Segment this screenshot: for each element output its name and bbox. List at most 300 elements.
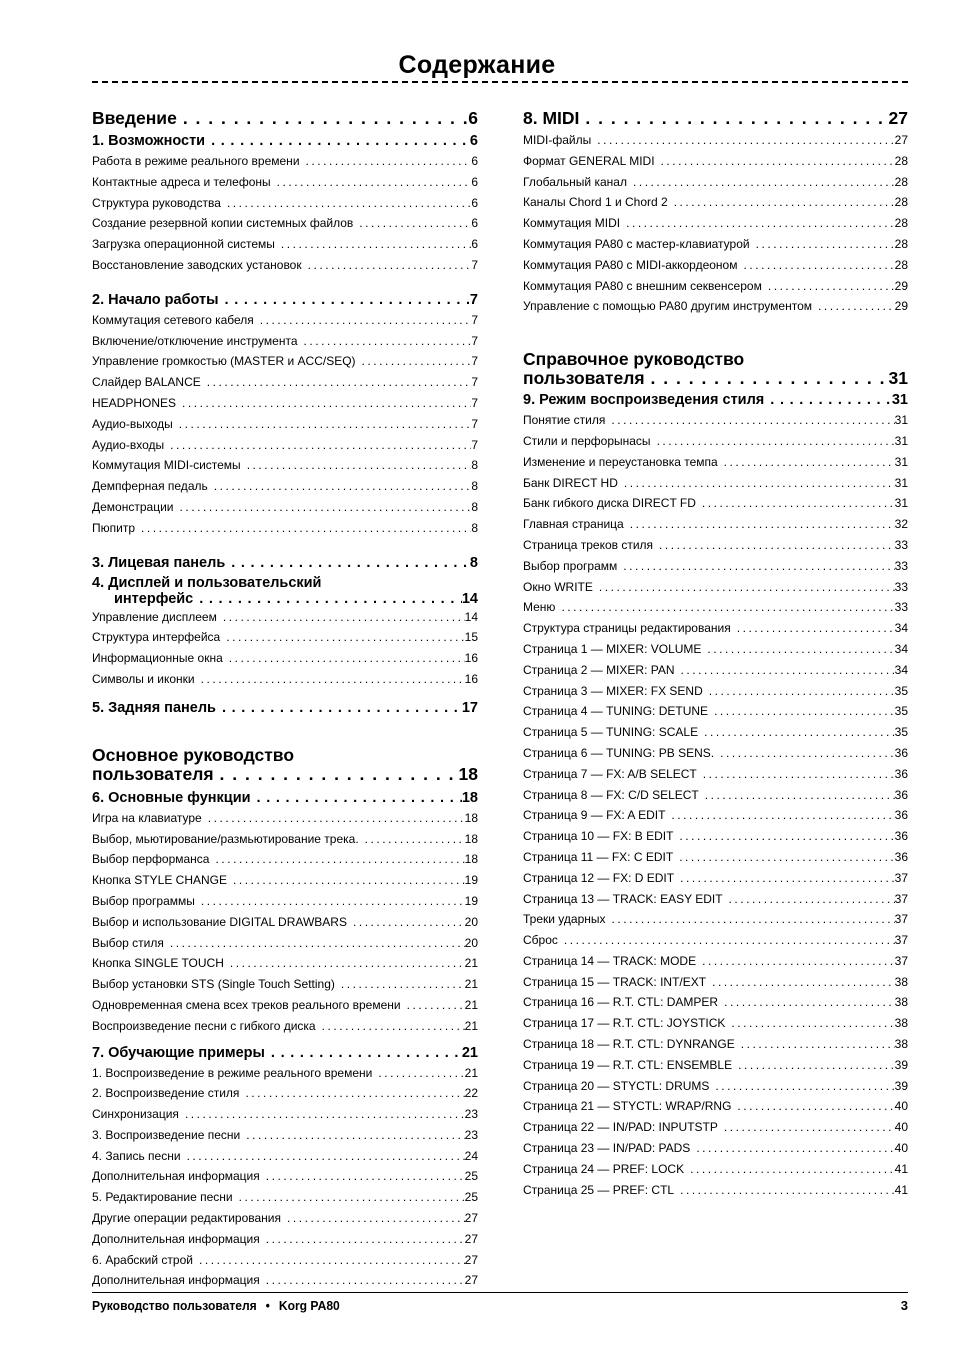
page-title: Содержание xyxy=(398,51,556,79)
toc-label: Синхронизация xyxy=(92,1107,179,1122)
leader-dots xyxy=(564,930,895,950)
toc-label: Страница 25 — PREF: CTL xyxy=(523,1182,675,1197)
toc-page: 25 xyxy=(464,1190,478,1205)
toc-entry[interactable] xyxy=(523,826,908,847)
toc-page: 7 xyxy=(471,333,478,348)
toc-entry[interactable] xyxy=(523,151,908,172)
toc-page: 23 xyxy=(464,1127,478,1142)
toc-entry[interactable] xyxy=(92,912,478,933)
leader-dots xyxy=(690,1159,895,1179)
toc-entry[interactable] xyxy=(523,213,908,234)
toc-list-ch2 xyxy=(92,310,478,539)
footer-manual: Руководство пользователя xyxy=(92,1298,257,1313)
toc-entry[interactable] xyxy=(523,192,908,213)
leader-dots xyxy=(731,1013,894,1033)
leader-dots xyxy=(661,151,895,171)
toc-page: 31 xyxy=(894,433,908,448)
toc-entry[interactable] xyxy=(523,785,908,806)
toc-label: Страница 12 — FX: D EDIT xyxy=(523,870,675,885)
toc-page: 31 xyxy=(894,413,908,428)
toc-page: 35 xyxy=(894,725,908,740)
leader-dots xyxy=(230,953,465,973)
toc-entry[interactable] xyxy=(523,1159,908,1180)
toc-page: 22 xyxy=(464,1086,478,1101)
toc-entry[interactable] xyxy=(92,648,478,669)
toc-page: 18 xyxy=(464,810,478,825)
toc-label: Кнопка STYLE CHANGE xyxy=(92,873,227,888)
toc-page: 31 xyxy=(894,475,908,490)
toc-entry[interactable] xyxy=(92,1250,478,1271)
toc-page: 21 xyxy=(461,1044,478,1061)
toc-entry[interactable] xyxy=(92,669,478,690)
toc-label: Выбор, мьютирование/размьютирование трека. xyxy=(92,831,359,846)
toc-label: Банк гибкого диска DIRECT FD xyxy=(523,496,696,511)
toc-part-basic-line1[interactable]: Основное руководство xyxy=(92,744,295,765)
toc-entry[interactable] xyxy=(92,829,478,850)
leader-dots xyxy=(724,452,895,472)
leader-dots xyxy=(199,1250,465,1270)
toc-entry[interactable] xyxy=(523,255,908,276)
leader-dots xyxy=(741,1034,895,1054)
toc-entry[interactable] xyxy=(523,431,908,452)
leader-dots xyxy=(659,535,895,555)
leader-dots xyxy=(199,591,462,607)
toc-label: Демонстрации xyxy=(92,499,174,514)
leader-dots xyxy=(705,785,895,805)
toc-page: 7 xyxy=(471,375,478,390)
toc-label: Меню xyxy=(523,600,556,615)
toc-page: 6 xyxy=(471,174,478,189)
toc-entry[interactable] xyxy=(523,701,908,722)
toc-entry[interactable] xyxy=(523,130,908,151)
toc-page: 28 xyxy=(894,236,908,251)
leader-dots xyxy=(657,431,895,451)
toc-entry[interactable] xyxy=(92,1083,478,1104)
toc-label: Коммутация PA80 с MIDI-аккордеоном xyxy=(523,257,738,272)
toc-entry[interactable] xyxy=(523,972,908,993)
footer-manual-title xyxy=(92,1297,340,1315)
toc-entry[interactable] xyxy=(92,234,478,255)
toc-page: 28 xyxy=(894,153,908,168)
toc-entry[interactable] xyxy=(92,310,478,331)
leader-dots xyxy=(214,476,472,496)
toc-page: 14 xyxy=(461,590,478,607)
leader-dots xyxy=(378,1063,464,1083)
toc-page: 6 xyxy=(471,237,478,252)
toc-entry[interactable] xyxy=(92,193,478,214)
toc-label: Страница 21 — STYCTL: WRAP/RNG xyxy=(523,1099,732,1114)
toc-entry[interactable] xyxy=(523,535,908,556)
toc-entry[interactable] xyxy=(92,1208,478,1229)
leader-dots xyxy=(287,1208,465,1228)
page-number: 3 xyxy=(900,1298,908,1313)
toc-page: 39 xyxy=(894,1078,908,1093)
toc-page: 28 xyxy=(894,216,908,231)
leader-dots xyxy=(211,130,470,151)
toc-label: Страница треков стиля xyxy=(523,537,654,552)
toc-entry[interactable] xyxy=(92,518,478,539)
toc-label: Страница 15 — TRACK: INT/EXT xyxy=(523,974,707,989)
toc-page: 21 xyxy=(464,956,478,971)
toc-page: 38 xyxy=(894,1016,908,1031)
toc-page: 19 xyxy=(464,893,478,908)
toc-entry[interactable] xyxy=(92,1063,478,1084)
toc-list-midi xyxy=(523,130,908,317)
leader-dots xyxy=(201,891,465,911)
leader-dots xyxy=(341,974,465,994)
toc-entry[interactable] xyxy=(92,849,478,870)
toc-page: 37 xyxy=(894,953,908,968)
toc-entry[interactable] xyxy=(523,556,908,577)
toc-label: Страница 22 — IN/PAD: INPUTSTP xyxy=(523,1120,718,1135)
leader-dots xyxy=(680,1180,895,1200)
toc-part-reference-line1[interactable]: Справочное руководство xyxy=(523,349,745,370)
toc-page: 38 xyxy=(894,974,908,989)
leader-dots xyxy=(818,296,895,316)
toc-label: интерфейс xyxy=(114,590,194,607)
toc-entry[interactable] xyxy=(92,497,478,518)
toc-label: 3. Лицевая панель xyxy=(92,554,226,571)
leader-dots xyxy=(281,234,471,254)
toc-label: 1. Возможности xyxy=(92,133,206,149)
toc-label: Формат GENERAL MIDI xyxy=(523,153,655,168)
leader-dots xyxy=(225,289,470,310)
toc-page: 37 xyxy=(894,933,908,948)
toc-page: 6 xyxy=(469,133,478,149)
toc-entry[interactable] xyxy=(523,889,908,910)
toc-page: 21 xyxy=(464,997,478,1012)
toc-page: 6 xyxy=(471,195,478,210)
toc-entry[interactable] xyxy=(92,891,478,912)
toc-label: Информационные окна xyxy=(92,651,223,666)
leader-dots xyxy=(681,660,895,680)
toc-page: 38 xyxy=(894,1037,908,1052)
toc-label: 1. Воспроизведение в режиме реального времени xyxy=(92,1065,373,1080)
toc-label: Выбор стиля xyxy=(92,935,164,950)
toc-page: 29 xyxy=(894,278,908,293)
toc-entry[interactable] xyxy=(92,1146,478,1167)
leader-dots xyxy=(623,556,894,576)
toc-entry[interactable] xyxy=(92,255,478,276)
toc-entry[interactable] xyxy=(523,805,908,826)
leader-dots xyxy=(257,787,462,808)
toc-chapter-5[interactable] xyxy=(92,697,478,718)
toc-entry[interactable] xyxy=(523,909,908,930)
toc-label: Страница 23 — IN/PAD: PADS xyxy=(523,1141,691,1156)
title-divider xyxy=(92,81,908,83)
toc-entry[interactable] xyxy=(92,1166,478,1187)
toc-page: 24 xyxy=(464,1148,478,1163)
leader-dots xyxy=(208,808,465,828)
leader-dots xyxy=(233,870,465,890)
toc-label: Одновременная смена всех треков реального времени xyxy=(92,997,401,1012)
toc-entry[interactable] xyxy=(523,493,908,514)
toc-label: 7. Обучающие примеры xyxy=(92,1044,265,1061)
toc-label: Страница 7 — FX: A/B SELECT xyxy=(523,766,697,781)
toc-entry[interactable] xyxy=(523,930,908,951)
toc-entry[interactable] xyxy=(92,995,478,1016)
toc-entry[interactable] xyxy=(523,1034,908,1055)
toc-left-column xyxy=(92,104,478,1291)
toc-page: 7 xyxy=(471,416,478,431)
toc-entry[interactable] xyxy=(92,953,478,974)
leader-dots xyxy=(304,331,472,351)
toc-page: 33 xyxy=(894,558,908,573)
toc-entry[interactable] xyxy=(523,1076,908,1097)
toc-entry[interactable] xyxy=(92,213,478,234)
toc-label: Пюпитр xyxy=(92,520,135,535)
toc-list-ch7 xyxy=(92,1063,478,1292)
toc-page: 20 xyxy=(464,914,478,929)
toc-label: Включение/отключение инструмента xyxy=(92,333,298,348)
toc-part-intro[interactable] xyxy=(92,106,478,130)
toc-entry[interactable] xyxy=(523,452,908,473)
toc-entry[interactable] xyxy=(523,172,908,193)
toc-entry[interactable] xyxy=(523,660,908,681)
toc-label: Страница 20 — STYCTL: DRUMS xyxy=(523,1078,710,1093)
toc-entry[interactable] xyxy=(523,276,908,297)
toc-chapter-7[interactable] xyxy=(92,1042,478,1063)
toc-entry[interactable] xyxy=(92,627,478,648)
toc-page: 28 xyxy=(894,174,908,189)
leader-dots xyxy=(308,255,472,275)
leader-dots xyxy=(407,995,465,1015)
toc-entry[interactable] xyxy=(523,577,908,598)
leader-dots xyxy=(674,192,895,212)
leader-dots xyxy=(703,764,895,784)
toc-list-ch4 xyxy=(92,607,478,690)
toc-page: 35 xyxy=(894,683,908,698)
toc-label: Стили и перфорынасы xyxy=(523,433,651,448)
leader-dots xyxy=(714,701,895,721)
leader-dots xyxy=(729,889,895,909)
leader-dots xyxy=(306,151,472,171)
toc-page: 8 xyxy=(471,520,478,535)
toc-label: Выбор установки STS (Single Touch Setting) xyxy=(92,977,335,992)
toc-label: Управление с помощью PA80 другим инструментом xyxy=(523,299,813,314)
toc-entry[interactable] xyxy=(92,974,478,995)
toc-page: 18 xyxy=(464,852,478,867)
toc-entry[interactable] xyxy=(92,331,478,352)
toc-label: Страница 14 — TRACK: MODE xyxy=(523,953,697,968)
toc-page: 25 xyxy=(464,1169,478,1184)
toc-page: 19 xyxy=(464,873,478,888)
toc-entry[interactable] xyxy=(523,951,908,972)
toc-page: 18 xyxy=(461,789,478,806)
toc-entry[interactable] xyxy=(523,847,908,868)
toc-chapter-4-line1[interactable]: 4. Дисплей и пользовательский xyxy=(92,574,322,591)
toc-chapter-8-midi[interactable] xyxy=(523,106,908,130)
toc-label: Работа в режиме реального времени xyxy=(92,154,300,168)
toc-entry[interactable] xyxy=(523,1138,908,1159)
toc-entry[interactable] xyxy=(523,1055,908,1076)
toc-page: 27 xyxy=(464,1252,478,1267)
toc-label: Страница 11 — FX: C EDIT xyxy=(523,849,674,864)
toc-page: 37 xyxy=(894,912,908,927)
toc-entry[interactable] xyxy=(92,476,478,497)
leader-dots xyxy=(768,276,895,296)
toc-entry[interactable] xyxy=(523,764,908,785)
toc-label: Страница 10 — FX: B EDIT xyxy=(523,829,674,844)
toc-entry[interactable] xyxy=(92,1104,478,1125)
leader-dots xyxy=(260,310,472,330)
toc-entry[interactable] xyxy=(523,473,908,494)
toc-page: 21 xyxy=(464,1065,478,1080)
leader-dots xyxy=(170,933,465,953)
toc-entry[interactable] xyxy=(92,414,478,435)
toc-entry[interactable] xyxy=(523,410,908,431)
toc-entry[interactable] xyxy=(523,1117,908,1138)
spacer xyxy=(523,317,908,350)
leader-dots xyxy=(626,213,895,233)
leader-dots xyxy=(226,627,464,647)
toc-page: 27 xyxy=(464,1211,478,1226)
toc-page: 20 xyxy=(464,935,478,950)
toc-entry[interactable] xyxy=(523,681,908,702)
toc-chapter-1[interactable] xyxy=(92,130,478,151)
toc-entry[interactable] xyxy=(523,597,908,618)
toc-label: 5. Задняя панель xyxy=(92,699,216,716)
leader-dots xyxy=(624,473,895,493)
spacer xyxy=(92,539,478,549)
toc-entry[interactable] xyxy=(92,1187,478,1208)
leader-dots xyxy=(630,514,895,534)
toc-chapter-4[interactable] xyxy=(92,591,478,607)
toc-entry[interactable] xyxy=(92,870,478,891)
toc-page: 7 xyxy=(471,395,478,410)
toc-entry[interactable] xyxy=(92,1125,478,1146)
toc-label: Страница 8 — FX: C/D SELECT xyxy=(523,787,699,802)
toc-entry[interactable] xyxy=(92,808,478,829)
toc-chapter-6[interactable] xyxy=(92,787,478,808)
leader-dots xyxy=(720,743,895,763)
toc-entry[interactable] xyxy=(92,151,478,172)
toc-entry[interactable] xyxy=(92,1016,478,1037)
toc-page: 35 xyxy=(894,704,908,719)
toc-list-ch1 xyxy=(92,151,478,276)
toc-entry[interactable] xyxy=(92,393,478,414)
toc-page: 8 xyxy=(471,499,478,514)
leader-dots xyxy=(709,681,895,701)
leader-dots xyxy=(743,255,894,275)
toc-entry[interactable] xyxy=(92,435,478,456)
toc-list-ch9 xyxy=(523,410,908,1200)
toc-chapter-9[interactable] xyxy=(523,389,908,410)
toc-page: 40 xyxy=(894,1141,908,1156)
toc-page: 21 xyxy=(464,977,478,992)
toc-entry[interactable] xyxy=(523,1013,908,1034)
toc-entry[interactable] xyxy=(92,455,478,476)
toc-entry[interactable] xyxy=(523,618,908,639)
toc-part-basic[interactable] xyxy=(92,764,478,784)
toc-entry[interactable] xyxy=(92,607,478,628)
toc-entry[interactable] xyxy=(92,372,478,393)
leader-dots xyxy=(187,1146,465,1166)
toc-entry[interactable] xyxy=(523,868,908,889)
leader-dots xyxy=(353,912,465,932)
toc-label: пользователя xyxy=(92,763,214,784)
leader-dots xyxy=(201,669,465,689)
leader-dots xyxy=(696,1138,894,1158)
toc-label: Коммутация MIDI xyxy=(523,216,621,231)
leader-dots xyxy=(179,497,471,517)
leader-dots xyxy=(712,972,895,992)
toc-entry[interactable] xyxy=(92,1270,478,1291)
toc-entry[interactable] xyxy=(523,1096,908,1117)
toc-entry[interactable] xyxy=(92,1229,478,1250)
spacer xyxy=(92,690,478,694)
toc-page: 33 xyxy=(894,579,908,594)
toc-chapter-3[interactable] xyxy=(92,552,478,573)
toc-label: Понятие стиля xyxy=(523,413,606,428)
toc-label: Символы и иконки xyxy=(92,671,195,686)
leader-dots xyxy=(365,829,465,849)
leader-dots xyxy=(229,648,465,668)
toc-label: Выбор перформанса xyxy=(92,852,210,867)
toc-page: 38 xyxy=(894,995,908,1010)
leader-dots xyxy=(322,1016,465,1036)
toc-entry[interactable] xyxy=(523,234,908,255)
toc-page: 31 xyxy=(888,368,908,389)
toc-page: 39 xyxy=(894,1057,908,1072)
toc-part-reference[interactable] xyxy=(523,368,908,388)
toc-label: Воспроизведение песни с гибкого диска xyxy=(92,1018,316,1033)
leader-dots xyxy=(756,234,895,254)
toc-entry[interactable] xyxy=(92,933,478,954)
toc-entry[interactable] xyxy=(92,172,478,193)
toc-page: 18 xyxy=(464,831,478,846)
toc-page: 31 xyxy=(894,496,908,511)
leader-dots xyxy=(215,849,464,869)
toc-page: 8 xyxy=(471,479,478,494)
toc-entry[interactable] xyxy=(523,296,908,317)
toc-entry[interactable] xyxy=(523,722,908,743)
leader-dots xyxy=(724,992,895,1012)
toc-label: Аудио-выходы xyxy=(92,416,173,431)
toc-page: 33 xyxy=(894,537,908,552)
toc-label: Дополнительная информация xyxy=(92,1273,260,1288)
leader-dots xyxy=(704,722,895,742)
toc-page: 27 xyxy=(464,1273,478,1288)
toc-entry[interactable] xyxy=(523,639,908,660)
toc-label: 9. Режим воспроизведения стиля xyxy=(523,392,765,409)
toc-entry[interactable] xyxy=(523,514,908,535)
toc-entry[interactable] xyxy=(523,992,908,1013)
toc-label: 3. Воспроизведение песни xyxy=(92,1127,241,1142)
toc-label: Страница 5 — TUNING: SCALE xyxy=(523,725,699,740)
leader-dots xyxy=(362,351,472,371)
toc-chapter-2[interactable] xyxy=(92,289,478,310)
leader-dots xyxy=(207,372,472,392)
toc-label: Страница 4 — TUNING: DETUNE xyxy=(523,704,709,719)
leader-dots xyxy=(141,518,471,538)
toc-label: Страница 24 — PREF: LOCK xyxy=(523,1161,685,1176)
leader-dots xyxy=(702,493,895,513)
toc-entry[interactable] xyxy=(92,351,478,372)
toc-entry[interactable] xyxy=(523,743,908,764)
leader-dots xyxy=(585,106,888,130)
leader-dots xyxy=(633,172,895,192)
leader-dots xyxy=(266,1229,465,1249)
toc-page: 18 xyxy=(458,763,478,784)
toc-page: 31 xyxy=(891,392,908,409)
toc-label: Коммутация PA80 с мастер-клавиатурой xyxy=(523,236,750,251)
toc-entry[interactable] xyxy=(523,1180,908,1201)
leader-dots xyxy=(170,435,471,455)
leader-dots xyxy=(738,1055,895,1075)
toc-label: Контактные адреса и телефоны xyxy=(92,174,271,189)
footer-product: Korg PA80 xyxy=(278,1298,340,1313)
